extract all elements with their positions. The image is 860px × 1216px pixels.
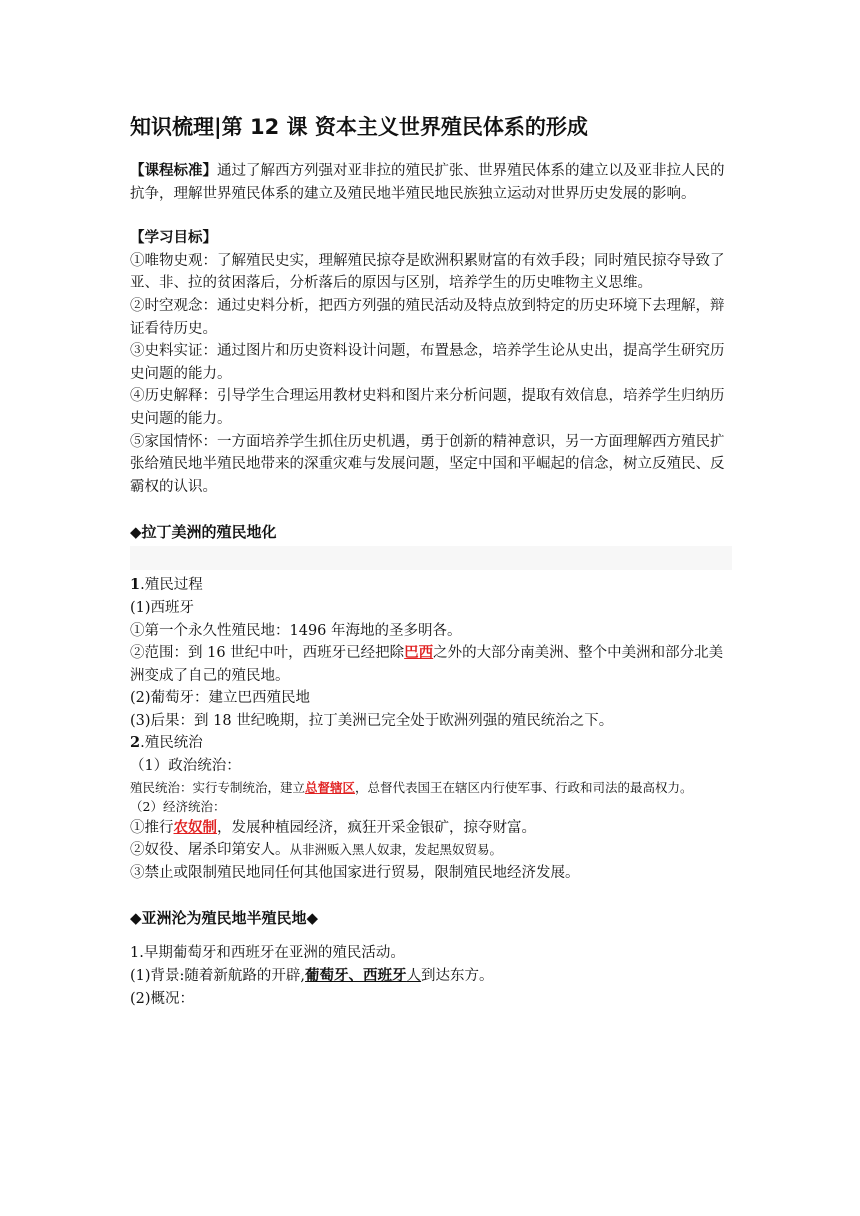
highlight-portugal-spain: 葡萄牙、西班牙 bbox=[305, 967, 407, 985]
spain-point-2-part-b: 之外的大部分南美洲、整个中美洲和部分北美洲变成了自己的殖民地。 bbox=[130, 645, 724, 684]
eco-1-part-b: ，发展种植园经济，疯狂开采金银矿，掠夺财富。 bbox=[217, 819, 536, 836]
rule-title: .殖民统治 bbox=[140, 735, 203, 752]
spain-point-2-part-a: ②范围：到 16 世纪中叶，西班牙已经把除 bbox=[130, 645, 405, 662]
curriculum-standard bbox=[130, 160, 732, 205]
result-point: (3)后果：到 18 世纪晚期，拉丁美洲已完全处于欧洲列强的殖民统治之下。 bbox=[130, 712, 614, 729]
asia-bg-part-b: 到达东方。 bbox=[421, 968, 494, 985]
portugal-point: (2)葡萄牙：建立巴西殖民地 bbox=[130, 690, 311, 707]
economic-point-3: ③禁止或限制殖民地同任何其他国家进行贸易，限制殖民地经济发展。 bbox=[130, 864, 580, 881]
goal-item-5: ⑤家国情怀：一方面培养学生抓住历史机遇，勇于创新的精神意识，另一方面理解西方殖民扩张给殖民地半殖民地带来的深重灾难与发展问题，坚定中国和平崛起的信念，树立反殖民、反霸权的认识。 bbox=[130, 433, 725, 495]
political-rule-heading: （1）政治统治： bbox=[130, 758, 241, 775]
goal-item-3: ③史料实证：通过图片和历史资料设计问题，布置悬念，培养学生论从史出，提高学生研究历史问题的能力。 bbox=[130, 343, 725, 382]
spain-point-1: ①第一个永久性殖民地：1496 年海地的圣多明各。 bbox=[130, 622, 462, 639]
highlight-brazil: 巴西 bbox=[404, 644, 434, 662]
political-text-b: ，总督代表国王在辖区内行使军事、行政和司法的最高权力。 bbox=[355, 779, 693, 795]
eco-1-part-a: ①推行 bbox=[130, 819, 174, 836]
process-number: 1 bbox=[130, 576, 141, 594]
document-content bbox=[130, 112, 732, 1010]
rule-number: 2 bbox=[130, 734, 141, 752]
goals-label: 【学习目标】 bbox=[130, 229, 217, 247]
colonial-process-heading bbox=[130, 574, 732, 597]
process-title: .殖民过程 bbox=[140, 577, 203, 594]
political-rule-text bbox=[130, 778, 732, 798]
economic-point-2 bbox=[130, 839, 732, 862]
spain-point-2 bbox=[130, 642, 732, 687]
eco-2-part-b: 从非洲贩入黑人奴隶，发起黑奴贸易。 bbox=[289, 842, 503, 858]
section-band bbox=[130, 546, 732, 570]
asia-background bbox=[130, 965, 732, 988]
political-text-a: 殖民统治：实行专制统治，建立 bbox=[130, 779, 306, 795]
highlight-serfdom: 农奴制 bbox=[173, 818, 217, 836]
goal-item-2: ②时空观念：通过史料分析，把西方列强的殖民活动及特点放到特定的历史环境下去理解，辩证看待历史。 bbox=[130, 297, 725, 337]
asia-bg-part-a: (1)背景:随着新航路的开辟, bbox=[130, 968, 306, 985]
goal-item-4: ④历史解释：引导学生合理运用教材史料和图片来分析问题，提取有效信息，培养学生归纳历史问题的能力。 bbox=[130, 388, 725, 427]
section-heading-latin-america: ◆拉丁美洲的殖民地化 bbox=[130, 523, 277, 542]
asia-item-1: 1.早期葡萄牙和西班牙在亚洲的殖民活动。 bbox=[130, 945, 405, 962]
goal-item-1: ①唯物史观：了解殖民史实，理解殖民掠夺是欧洲积累财富的有效手段；同时殖民掠夺导致了亚、非、拉的贫困落后，分析落后的原因与区别，培养学生的历史唯物主义思维。 bbox=[130, 252, 725, 292]
eco-2-part-a: ②奴役、屠杀印第安人。 bbox=[130, 842, 290, 859]
colonial-rule-heading bbox=[130, 732, 732, 755]
highlight-governorate: 总督辖区 bbox=[305, 779, 356, 795]
page-title: 知识梳理|第 12 课 资本主义世界殖民体系的形成 bbox=[130, 115, 588, 139]
spain-heading: (1)西班牙 bbox=[130, 599, 195, 616]
curriculum-label: 【课程标准】 bbox=[130, 162, 217, 179]
economic-rule-heading: （2）经济统治： bbox=[130, 799, 226, 815]
asia-overview: (2)概况： bbox=[130, 990, 195, 1007]
section-heading-asia: ◆亚洲沦为殖民地半殖民地◆ bbox=[130, 909, 319, 928]
economic-point-1 bbox=[130, 817, 732, 840]
highlight-people: 人 bbox=[406, 968, 422, 985]
curriculum-text: 通过了解西方列强对亚非拉的殖民扩张、世界殖民体系的建立以及亚非拉人民的抗争，理解世界殖民体系的建立及殖民地半殖民地民族独立运动对世界历史发展的影响。 bbox=[130, 163, 725, 202]
